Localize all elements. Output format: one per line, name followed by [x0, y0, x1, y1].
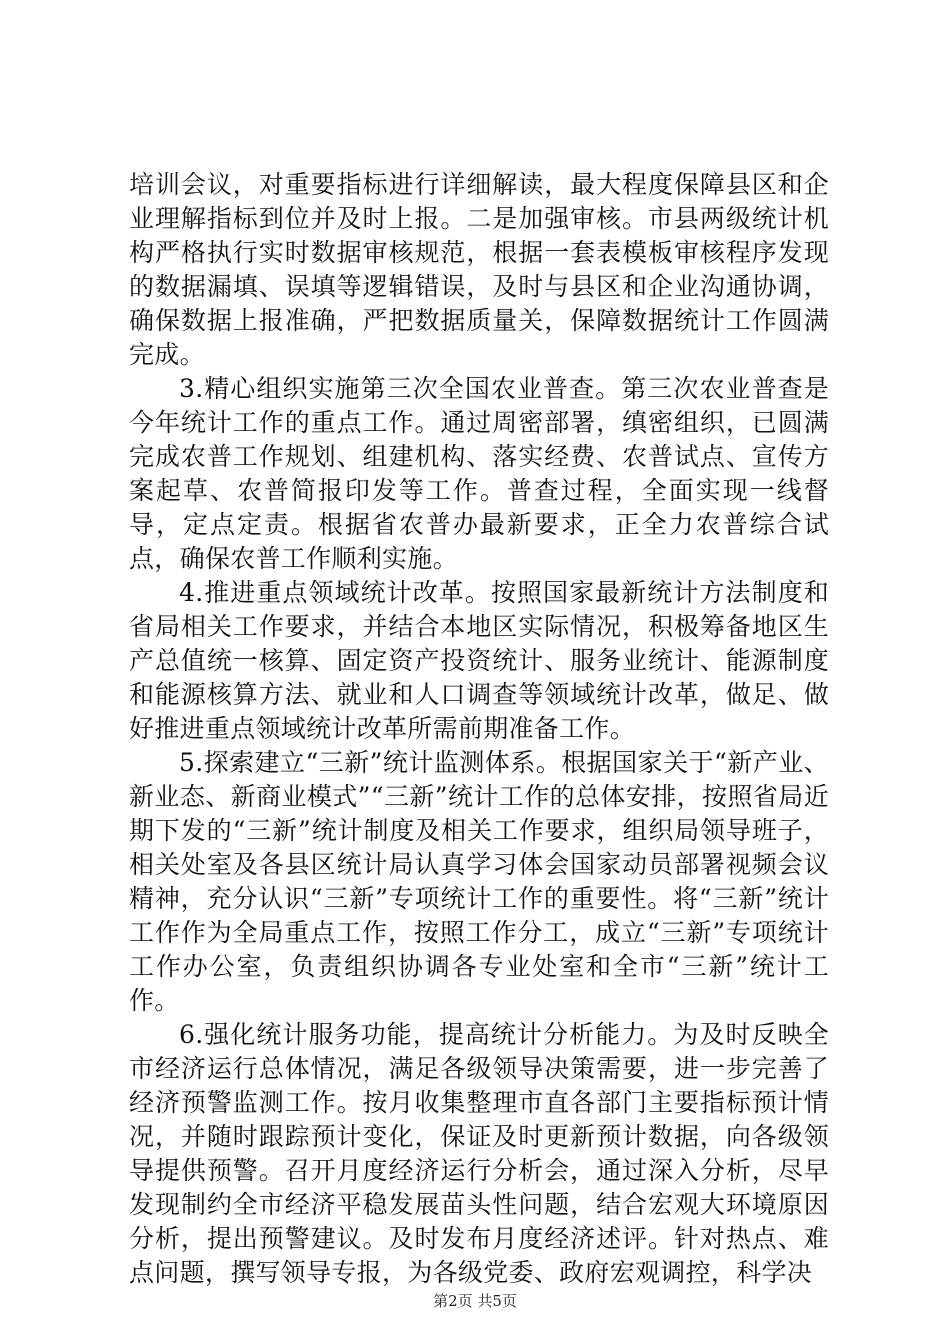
paragraph-statistical-reform: 4.推进重点领域统计改革。按照国家最新统计方法制度和省局相关工作要求，并结合本地区实际情况，积极筹备地区生产总值统一核算、固定资产投资统计、服务业统计、能源制度和能源核算方法、就业和人口调查等领域统计改革，做足、做好推进重点领域统计改革所需前期准备工作。	[129, 578, 829, 743]
paragraph-statistical-services: 6.强化统计服务功能，提高统计分析能力。为及时反映全市经济运行总体情况，满足各级领导决策需要，进一步完善了经济预警监测工作。按月收集整理市直各部门主要指标预计情况，并随时跟踪预计变化，保证及时更新预计数据，向各级领导提供预警。召开月度经济运行分析会，通过深入分析，尽早发现制约全市经济平稳发展苗头性问题，结合宏观大环境原因分析，提出预警建议。及时发布月度经济述评。针对热点、难点问题，撰写领导专报，为各级党委、政府宏观调控，科学决	[129, 1020, 829, 1287]
paragraph-continuation: 培训会议，对重要指标进行详细解读，最大程度保障县区和企业理解指标到位并及时上报。二是加强审核。市县两级统计机构严格执行实时数据审核规范，根据一套表模板审核程序发现的数据漏填、误填等逻辑错误，及时与县区和企业沟通协调，确保数据上报准确，严把数据质量关，保障数据统计工作圆满完成。	[129, 170, 829, 369]
document-body	[129, 168, 829, 1290]
paragraph-agricultural-census: 3.精心组织实施第三次全国农业普查。第三次农业普查是今年统计工作的重点工作。通过周密部署，缜密组织，已圆满完成农普工作规划、组建机构、落实经费、农普试点、宣传方案起草、农普简报印发等工作。普查过程，全面实现一线督导，定点定责。根据省农普办最新要求，正全力农普综合试点，确保农普工作顺利实施。	[129, 374, 829, 573]
page-number-footer: 第2页 共5页	[433, 1292, 517, 1310]
paragraph-three-new-monitoring: 5.探索建立“三新”统计监测体系。根据国家关于“新产业、新业态、新商业模式”“三新”统计工作的总体安排，按照省局近期下发的“三新”统计制度及相关工作要求，组织局领导班子，相关处室及各县区统计局认真学习体会国家动员部署视频会议精神，充分认识“三新”专项统计工作的重要性。将“三新”统计工作作为全局重点工作，按照工作分工，成立“三新”专项统计工作办公室，负责组织协调各专业处室和全市“三新”统计工作。	[129, 748, 829, 1015]
